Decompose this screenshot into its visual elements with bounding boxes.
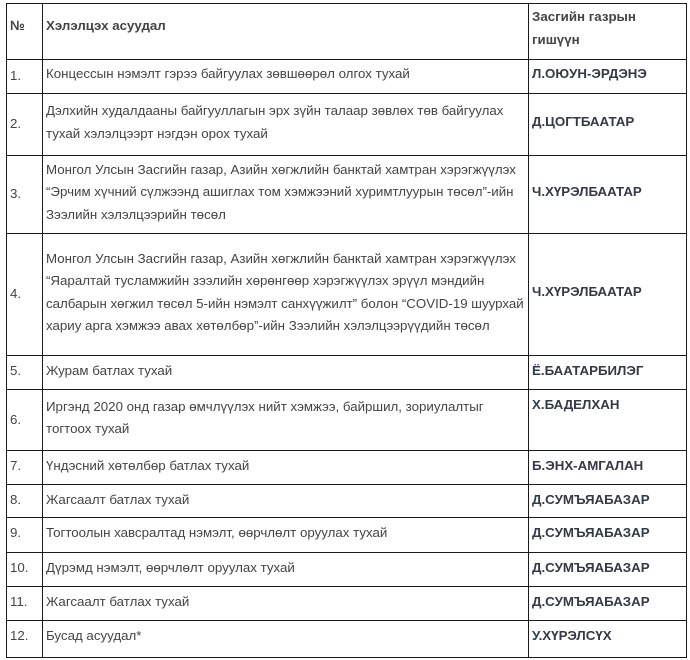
- row-number: 3.: [7, 156, 43, 234]
- row-number: 4.: [7, 234, 43, 356]
- row-member: Д.СУМЪЯАБАЗАР: [529, 587, 687, 621]
- row-issue: Концессын нэмэлт гэрээ байгуулах зөвшөөрөл олгох тухай: [43, 60, 529, 94]
- row-member: Ч.ХҮРЭЛБААТАР: [529, 156, 687, 234]
- row-number: 2.: [7, 94, 43, 156]
- table-row: [7, 553, 687, 587]
- row-number: 5.: [7, 356, 43, 390]
- header-member: Засгийн газрын гишүүн: [529, 4, 687, 60]
- row-issue: Монгол Улсын Засгийн газар, Азийн хөгжлийн банктай хамтран хэрэгжүүлэх “Яаралтай тусламжийн зээлийн хөрөнгөөр хэрэгжүүлэх эрүүл мэндийн салбарын хөгжил төсөл 5-ийн нэмэлт санхүүжилт” болон “COVID-19 шуурхай хариу арга хэмжээ авах хөтөлбөр”-ийн Зээлийн хэлэлцээрүүдийн төсөл: [43, 234, 529, 356]
- table-row: [7, 587, 687, 621]
- row-member: Д.СУМЪЯАБАЗАР: [529, 553, 687, 587]
- header-row: [7, 4, 687, 60]
- row-member: У.ХҮРЭЛСҮХ: [529, 620, 687, 657]
- row-issue: Дүрэмд нэмэлт, өөрчлөлт оруулах тухай: [43, 553, 529, 587]
- table-row: [7, 94, 687, 156]
- row-member: Ч.ХҮРЭЛБААТАР: [529, 234, 687, 356]
- row-member: Д.ЦОГТБААТАР: [529, 94, 687, 156]
- table-row: [7, 484, 687, 518]
- table-row: [7, 451, 687, 485]
- row-issue: Журам батлах тухай: [43, 356, 529, 390]
- row-number: 6.: [7, 390, 43, 451]
- table-row: [7, 234, 687, 356]
- row-number: 11.: [7, 587, 43, 621]
- table-row: [7, 156, 687, 234]
- row-member: Х.БАДЕЛХАН: [529, 390, 687, 451]
- table-row: [7, 356, 687, 390]
- row-number: 10.: [7, 553, 43, 587]
- table-row: [7, 390, 687, 451]
- row-number: 12.: [7, 620, 43, 657]
- row-issue: Иргэнд 2020 онд газар өмчлүүлэх нийт хэмжээ, байршил, зориулалтыг тогтоох тухай: [43, 390, 529, 451]
- row-number: 7.: [7, 451, 43, 485]
- row-number: 1.: [7, 60, 43, 94]
- header-number: №: [7, 4, 43, 60]
- row-issue: Тогтоолын хавсралтад нэмэлт, өөрчлөлт оруулах тухай: [43, 518, 529, 553]
- row-issue: Монгол Улсын Засгийн газар, Азийн хөгжлийн банктай хамтран хэрэгжүүлэх “Эрчим хүчний сүлжээнд ашиглах том хэмжээний хуримтлуурын төсөл”-ийн Зээлийн хэлэлцээрийн төсөл: [43, 156, 529, 234]
- table-row: [7, 518, 687, 553]
- row-member: Л.ОЮУН-ЭРДЭНЭ: [529, 60, 687, 94]
- row-issue: Жагсаалт батлах тухай: [43, 587, 529, 621]
- agenda-table: [6, 3, 687, 658]
- row-issue: Дэлхийн худалдааны байгууллагын эрх зүйн талаар зөвлөх төв байгуулах тухай хэлэлцээрт нэгдэн орох тухай: [43, 94, 529, 156]
- table-row: [7, 60, 687, 94]
- row-member: Д.СУМЪЯАБАЗАР: [529, 484, 687, 518]
- row-issue: Жагсаалт батлах тухай: [43, 484, 529, 518]
- row-member: Б.ЭНХ-АМГАЛАН: [529, 451, 687, 485]
- row-number: 9.: [7, 518, 43, 553]
- row-member: Ё.БААТАРБИЛЭГ: [529, 356, 687, 390]
- row-issue: Бусад асуудал*: [43, 620, 529, 657]
- row-number: 8.: [7, 484, 43, 518]
- row-member: Д.СУМЪЯАБАЗАР: [529, 518, 687, 553]
- row-issue: Үндэсний хөтөлбөр батлах тухай: [43, 451, 529, 485]
- table-row: [7, 620, 687, 657]
- header-issue: Хэлэлцэх асуудал: [43, 4, 529, 60]
